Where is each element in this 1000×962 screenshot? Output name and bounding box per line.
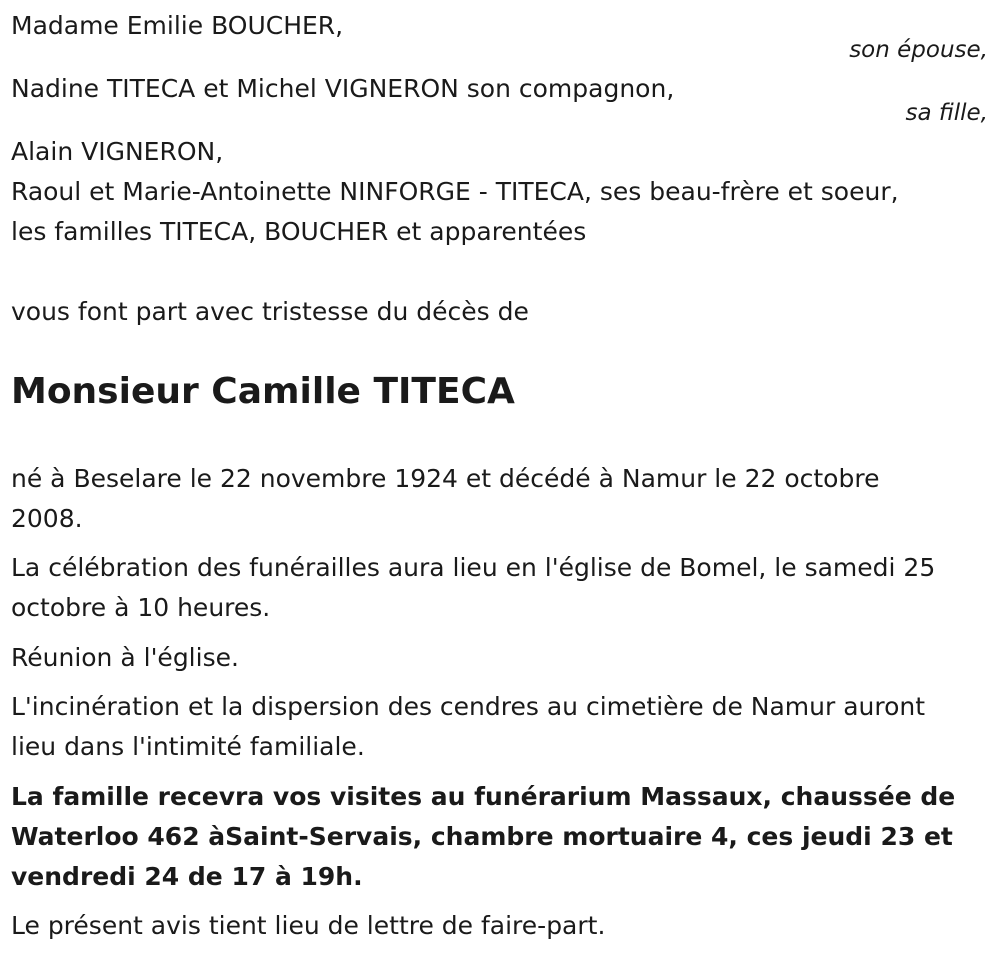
daughter-relation: sa fille, bbox=[905, 100, 988, 126]
closing-line: Le présent avis tient lieu de lettre de faire-part. bbox=[11, 911, 606, 940]
daughter-name: Nadine TITECA et Michel VIGNERON son compagnon, bbox=[11, 74, 675, 103]
wife-name: Madame Emilie BOUCHER, bbox=[11, 11, 344, 40]
visits-line-2: Waterloo 462 àSaint-Servais, chambre mortuaire 4, ces jeudi 23 et bbox=[11, 822, 953, 851]
deceased-name: Monsieur Camille TITECA bbox=[11, 371, 515, 412]
visits-line-3: vendredi 24 de 17 à 19h. bbox=[11, 862, 363, 891]
funeral-line-1: La célébration des funérailles aura lieu en l'église de Bomel, le samedi 25 bbox=[11, 553, 936, 582]
wife-relation: son épouse, bbox=[849, 37, 988, 63]
visits-line-1: La famille recevra vos visites au funérarium Massaux, chaussée de bbox=[11, 782, 956, 811]
siblings-line: Raoul et Marie-Antoinette NINFORGE - TITECA, ses beau-frère et soeur, bbox=[11, 177, 899, 206]
families-line: les familles TITECA, BOUCHER et apparentées bbox=[11, 217, 587, 246]
cremation-line-1: L'incinération et la dispersion des cendres au cimetière de Namur auront bbox=[11, 692, 926, 721]
birth-death-line-2: 2008. bbox=[11, 504, 83, 533]
funeral-line-2: octobre à 10 heures. bbox=[11, 593, 271, 622]
announcement: vous font part avec tristesse du décès de bbox=[11, 297, 529, 326]
meeting-line: Réunion à l'église. bbox=[11, 643, 239, 672]
grandson-name: Alain VIGNERON, bbox=[11, 137, 224, 166]
birth-death-line-1: né à Beselare le 22 novembre 1924 et décédé à Namur le 22 octobre bbox=[11, 464, 880, 493]
cremation-line-2: lieu dans l'intimité familiale. bbox=[11, 732, 365, 761]
